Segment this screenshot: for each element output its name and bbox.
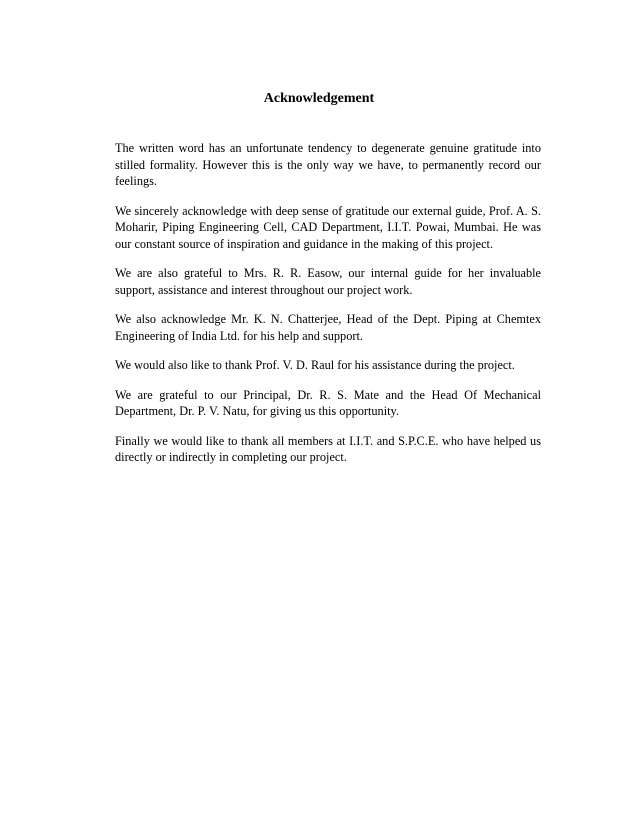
paragraph-external-guide: We sincerely acknowledge with deep sense of gratitude our external guide, Prof. A. S. Moharir, Piping Engineering Cell, CAD Department, I.I.T. Powai, Mumbai. He was our constant source of inspiration and guidance in the making of this project. — [115, 203, 541, 251]
paragraph-chemtex: We also acknowledge Mr. K. N. Chatterjee, Head of the Dept. Piping at Chemtex Engineering of India Ltd. for his help and support. — [115, 312, 541, 343]
paragraph-internal-guide: We are also grateful to Mrs. R. R. Easow, our internal guide for her invaluable support, assistance and interest throughout our project work. — [115, 266, 541, 297]
page-title: Acknowledgement — [263, 91, 375, 106]
body-text — [115, 140, 541, 479]
paragraph-intro: The written word has an unfortunate tendency to degenerate genuine gratitude into stilled formality. However this is the only way we have, to permanently record our feelings. — [115, 141, 541, 188]
paragraph-principal: We are grateful to our Principal, Dr. R. S. Mate and the Head Of Mechanical Department, Dr. P. V. Natu, for giving us this opportunity. — [115, 387, 541, 418]
paragraph-prof-raul: We would also like to thank Prof. V. D. Raul for his assistance during the project. — [115, 358, 515, 372]
paragraph-closing: Finally we would like to thank all members at I.I.T. and S.P.C.E. who have helped us directly or indirectly in completing our project. — [115, 433, 541, 464]
